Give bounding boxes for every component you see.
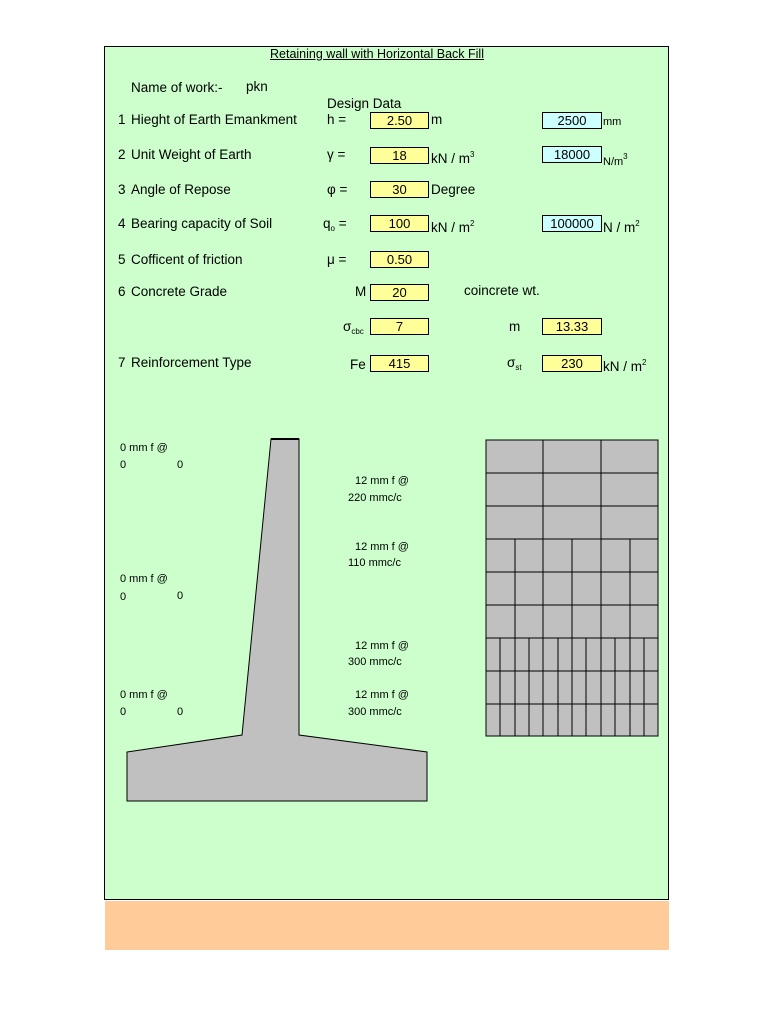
angle-input[interactable]: 30 [370,181,429,198]
bar-spec-line2: 110 mmc/c [348,557,401,569]
sigma-st-sub: st [515,363,522,372]
height-unit: m [431,112,443,127]
row-number: 2 [118,147,126,162]
bar-spec-line1: 12 mm f @ [355,689,409,701]
row-number: 7 [118,355,126,370]
bar-spec-line2: 220 mmc/c [348,492,402,504]
bearing-unit-text: kN / m [431,220,470,235]
friction-input[interactable]: 0.50 [370,251,429,268]
steel-grade-input[interactable]: 415 [370,355,429,372]
bearing-n-value: 100000 [542,215,602,232]
grade-symbol: M [355,284,367,299]
modular-ratio-value: 13.33 [542,318,602,335]
name-of-work-label: Name of work:- [131,80,223,95]
design-data-heading: Design Data [327,96,402,111]
qo-symbol-eq: = [334,216,347,231]
row-number: 5 [118,252,126,267]
sigma-st-sigma: σ [507,355,516,370]
mu-symbol: μ = [327,252,347,267]
left-bar-value-a: 0 [120,706,127,718]
left-bar-value-b: 0 [177,590,184,602]
modular-ratio-label: m [509,319,521,334]
qo-symbol-q: q [323,216,331,231]
height-mm-unit: mm [603,116,622,128]
phi-symbol: φ = [327,182,348,197]
concrete-wt-note: coincrete wt. [464,283,540,298]
height-input[interactable]: 2.50 [370,112,429,129]
sigma-cbc-value: 7 [370,318,429,335]
bearing-unit-exp: 2 [470,219,475,228]
unit-weight-n-unit-text: N/m [603,156,624,168]
row-number: 6 [118,284,126,299]
left-bar-label: 0 mm f @ [120,573,168,585]
unit-weight-input[interactable]: 18 [370,147,429,164]
sigma-st-unit-exp: 2 [642,358,647,367]
bearing-input[interactable]: 100 [370,215,429,232]
bearing-label: Bearing capacity of Soil [131,216,273,231]
reinforcement-grid [486,440,658,736]
sigma-st-value: 230 [542,355,602,372]
bar-spec-line1: 12 mm f @ [355,475,409,487]
unit-weight-label: Unit Weight of Earth [131,147,252,162]
left-bar-value-a: 0 [120,459,127,471]
left-bar-value-a: 0 [120,591,127,603]
left-bar-value-b: 0 [177,459,184,471]
left-bar-value-b: 0 [177,706,184,718]
reinforcement-label: Reinforcement Type [131,355,252,370]
name-of-work-value[interactable]: pkn [246,79,268,94]
left-bar-label: 0 mm f @ [120,689,168,701]
unit-weight-n-value: 18000 [542,146,602,163]
fe-symbol: Fe [350,357,366,372]
qo-symbol-sub: o [330,224,335,233]
row-number: 4 [118,216,126,231]
left-bar-label: 0 mm f @ [120,442,168,454]
bar-spec-line1: 12 mm f @ [355,541,409,553]
unit-weight-unit-text: kN / m [431,151,470,166]
friction-label: Cofficent of friction [131,252,243,267]
unit-weight-n-unit-exp: 3 [623,152,628,161]
bar-spec-line1: 12 mm f @ [355,640,409,652]
row-number: 3 [118,182,126,197]
angle-label: Angle of Repose [131,182,231,197]
height-mm-value: 2500 [542,112,602,129]
bearing-n-unit-text: N / m [603,220,636,235]
angle-unit: Degree [431,182,476,197]
concrete-grade-input[interactable]: 20 [370,284,429,301]
unit-weight-unit-exp: 3 [470,150,475,159]
height-label: Hieght of Earth Emankment [131,112,297,127]
concrete-label: Concrete Grade [131,284,228,299]
row-number: 1 [118,112,126,127]
page-title: Retaining wall with Horizontal Back Fill [270,47,484,61]
gamma-symbol: γ = [327,147,346,162]
height-symbol: h = [327,112,347,127]
sigma-st-unit-text: kN / m [603,359,642,374]
bar-spec-line2: 300 mmc/c [348,706,402,718]
bar-spec-line2: 300 mmc/c [348,656,402,668]
sigma-cbc-sigma: σ [343,319,352,334]
bearing-n-unit-exp: 2 [635,219,640,228]
sigma-cbc-sub: cbc [351,327,364,336]
